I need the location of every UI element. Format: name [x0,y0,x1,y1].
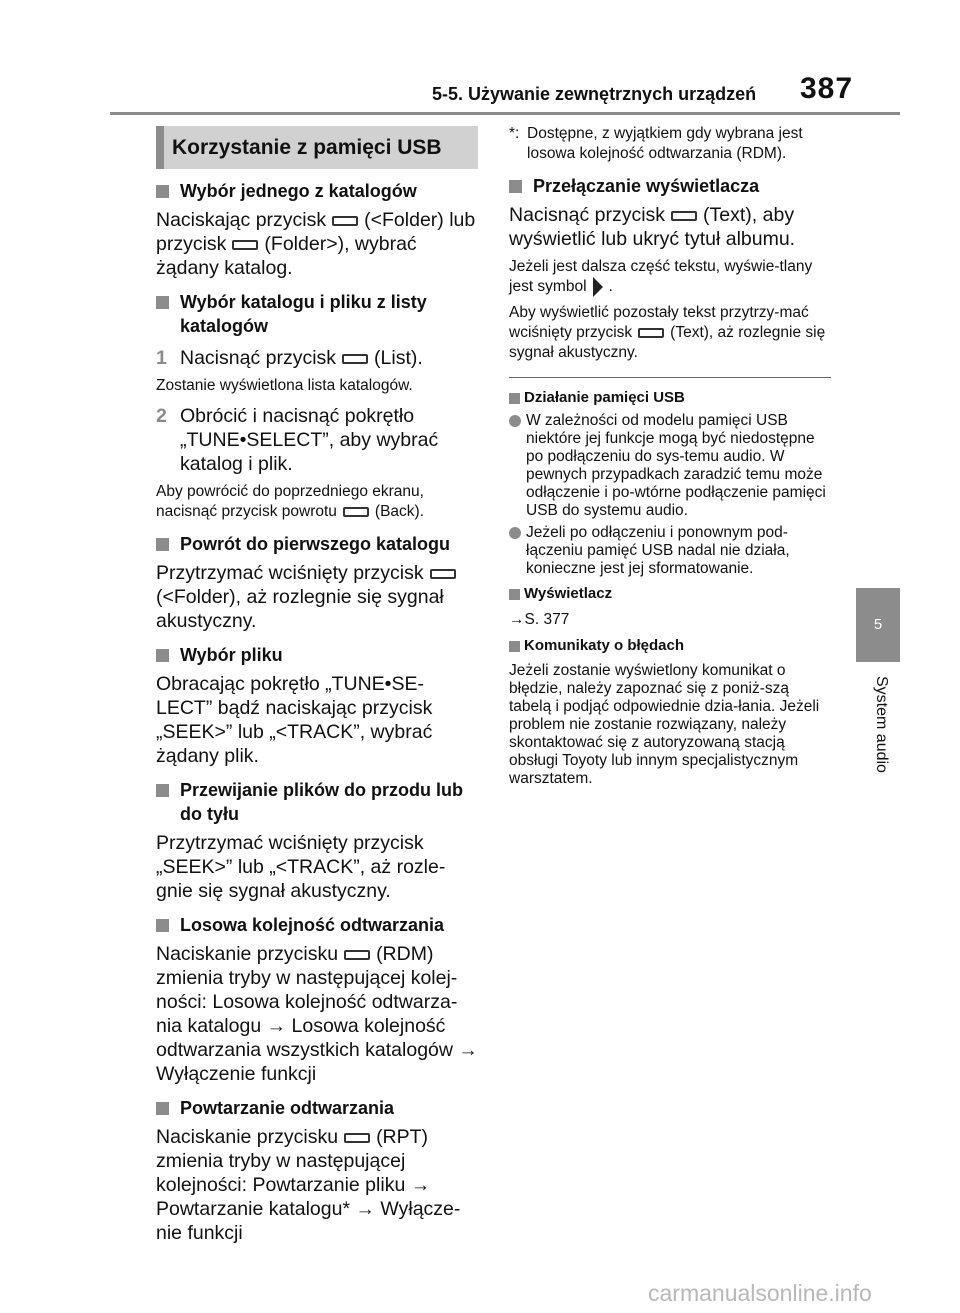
button-icon [332,216,358,226]
paragraph-first-folder: Przytrzymać wciśnięty przycisk(<Folder), aż rozlegnie się sygnał akustyczny. [156,561,478,633]
heading-error-messages: Komunikaty o błędach [509,636,831,656]
paragraph-error-messages: Jeżeli zostanie wyświetlony komunikat o błędzie, należy zapoznać się z poniż-szą tabelą i podjąć odpowiednie dzia-łania. Jeżeli problem nie zostanie rozwiązany, należy skontaktować się z autoryzowaną stacją obsługi Toyoty lub innym specjalistycznym warsztatem. [509,662,820,788]
button-icon [344,1133,370,1143]
bullet-square-icon [156,185,169,198]
heading-display-toggle: Przełączanie wyświetlacza [509,174,831,198]
divider [509,377,831,378]
heading-usb-operation: Działanie pamięci USB [509,388,831,408]
heading-select-file: Wybór pliku [156,643,478,667]
paragraph-fast-forward: Przytrzymać wciśnięty przycisk „SEEK>” lub „<TRACK”, aż rozle-gnie się sygnał akustyczny. [156,832,446,902]
bullet-square-icon [156,919,169,932]
watermark: carmanualsonline.info [648,1280,872,1306]
bullet-square-icon [509,180,522,193]
chapter-number: 5 [873,616,883,633]
button-icon [342,354,368,364]
left-column [156,120,478,1245]
more-text-arrow-icon [593,277,603,297]
bullet-square-icon [509,393,520,404]
list-item: W zależności od modelu pamięci USB niektóre jej funkcje mogą być niedostępne po podłączeniu do sys-temu audio. W pewnych przypadkach zaradzić temu może odłączenie i po-wtórne podłączenie pamięci USB do systemu audio. [509,412,831,520]
button-icon [232,240,258,250]
heading-repeat: Powtarzanie odtwarzania [156,1096,478,1120]
heading-fast-forward: Przewijanie plików do przodu lub do tyłu [156,778,478,826]
step-2: 2 Obrócić i nacisnąć pokrętło „TUNE•SELECT”, aby wybrać katalog i plik. [156,405,439,475]
bullet-square-icon [156,296,169,309]
page-reference: →S. 377 [509,611,570,629]
bullet-dot-icon [509,527,521,539]
paragraph-select-folder: Naciskając przycisk (<Folder) lub przycisk (Folder>), wybrać żądany katalog. [156,209,476,279]
button-icon [671,211,697,221]
bullet-square-icon [156,784,169,797]
paragraph-display-toggle: Nacisnąć przycisk (Text), aby wyświetlić lub ukryć tytuł albumu. [509,204,796,250]
heading-select-folder: Wybór jednego z katalogów [156,179,478,203]
step-2-note: Aby powrócić do poprzedniego ekranu, nacisnąć przycisk powrotu (Back). [156,483,425,520]
button-icon [344,950,370,960]
footnote: *: Dostępne, z wyjątkiem gdy wybrana jest losowa kolejność odtwarzania (RDM). [509,125,803,162]
bullet-dot-icon [509,415,521,427]
chapter-tab [856,588,900,662]
step-1: 1 Nacisnąć przycisk (List). [156,347,423,369]
section-header: 5-5. Używanie zewnętrznych urządzeń [432,84,757,104]
bullet-square-icon [509,589,520,600]
button-icon [343,507,369,517]
chapter-label: System audio [873,676,890,773]
paragraph-random: Naciskanie przycisku (RDM) zmienia tryby w następującej kolej-ności: Losowa kolejność odtwarza-nia katalogu → Losowa kolejność odtwarzania wszystkich katalogów → Wyłączenie funkcji [156,943,478,1085]
heading-display: Wyświetlacz [509,584,831,604]
paragraph-select-file: Obracając pokrętło „TUNE•SE-LECT” bądź naciskając przycisk „SEEK>” lub „<TRACK”, wybrać żądany plik. [156,673,433,767]
heading-folder-list: Wybór katalogu i pliku z listy katalogów [156,290,478,338]
heading-first-folder: Powrót do pierwszego katalogu [156,532,478,556]
chapter-side-label [870,676,894,806]
right-column [509,124,831,788]
bullet-square-icon [156,1102,169,1115]
more-text-note: Jeżeli jest dalsza część tekstu, wyświe-tlany jest symbol . [509,258,813,296]
button-icon [638,328,664,338]
section-title: Korzystanie z pamięci USB [156,126,478,169]
page-number: 387 [800,72,854,105]
heading-random: Losowa kolejność odtwarzania [156,913,478,937]
bullet-square-icon [509,641,520,652]
bullet-square-icon [156,538,169,551]
paragraph-repeat: Naciskanie przycisku (RPT) zmienia tryby w następującej kolejności: Powtarzanie pliku → Powtarzanie katalogu* → Wyłącze-nie funkcji [156,1126,461,1244]
list-item: Jeżeli po odłączeniu i ponownym pod-łączeniu pamięć USB nadal nie działa, konieczne jest jej sformatowanie. [509,524,831,578]
scroll-text-note: Aby wyświetlić pozostały tekst przytrzy-mać wciśnięty przycisk (Text), aż rozlegnie się sygnał akustyczny. [509,304,826,362]
header-rule [110,112,900,115]
step-1-note: Zostanie wyświetlona lista katalogów. [156,377,413,394]
bullet-square-icon [156,649,169,662]
button-icon [430,569,456,579]
